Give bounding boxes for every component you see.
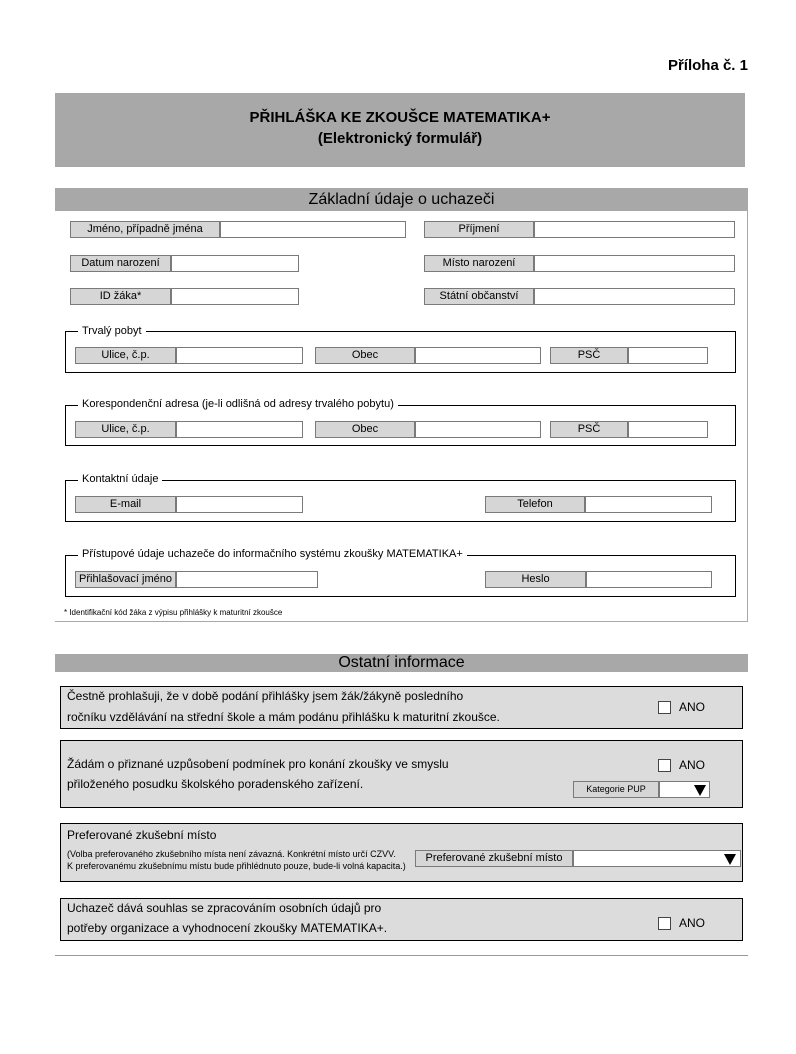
login-label: Přihlašovací jméno — [75, 571, 176, 588]
phone-input[interactable] — [585, 496, 712, 513]
footnote: * Identifikační kód žáka z výpisu přihlášky k maturitní zkoušce — [64, 608, 283, 617]
citizenship-input[interactable] — [534, 288, 735, 305]
password-input[interactable] — [586, 571, 712, 588]
pup-dropdown-arrow-icon[interactable] — [694, 785, 706, 796]
birth-place-input[interactable] — [534, 255, 735, 272]
consent-line2: potřeby organizace a vyhodnocení zkoušky MATEMATIKA+. — [67, 921, 388, 935]
correspondence-address-title: Korespondenční adresa (je-li odlišná od adresy trvalého pobytu) — [78, 397, 398, 411]
form-title-box — [55, 93, 745, 167]
section-heading-basic: Základní údaje o uchazeči — [55, 188, 748, 211]
email-label: E-mail — [75, 496, 176, 513]
student-id-input[interactable] — [171, 288, 299, 305]
phone-label: Telefon — [485, 496, 585, 513]
corr-zip-input[interactable] — [628, 421, 708, 438]
declaration-yes-label: ANO — [679, 700, 706, 714]
declaration-line2: ročníku vzdělávání na střední škole a mám podánu přihlášku k maturitní zkoušce. — [67, 710, 500, 724]
perm-zip-input[interactable] — [628, 347, 708, 364]
form-title: PŘIHLÁŠKA KE ZKOUŠCE MATEMATIKA+ — [249, 109, 551, 126]
first-name-input[interactable] — [220, 221, 406, 238]
password-label: Heslo — [485, 571, 586, 588]
bottom-divider — [55, 955, 748, 956]
birth-date-label: Datum narození — [70, 255, 171, 272]
consent-line1: Uchazeč dává souhlas se zpracováním osobních údajů pro — [67, 901, 382, 915]
adjustment-yes-label: ANO — [679, 758, 706, 772]
corr-zip-label: PSČ — [550, 421, 628, 438]
email-input[interactable] — [176, 496, 303, 513]
adjustment-checkbox[interactable] — [658, 759, 671, 772]
venue-note-line2: K preferovanému zkušebnímu místu bude přihlédnuto pouze, bude-li volná kapacita.) — [67, 861, 406, 871]
perm-street-input[interactable] — [176, 347, 303, 364]
venue-note-line1: (Volba preferovaného zkušebního místa není závazná. Konkrétní místo určí CZVV. — [67, 849, 396, 859]
adjustment-line1: Žádám o přiznané uzpůsobení podmínek pro konání zkoušky ve smyslu — [67, 757, 449, 771]
surname-label: Příjmení — [424, 221, 534, 238]
corr-street-label: Ulice, č.p. — [75, 421, 176, 438]
form-subtitle: (Elektronický formulář) — [317, 130, 483, 147]
perm-zip-label: PSČ — [550, 347, 628, 364]
citizenship-label: Státní občanství — [424, 288, 534, 305]
consent-yes-label: ANO — [679, 916, 706, 930]
perm-town-input[interactable] — [415, 347, 541, 364]
corr-street-input[interactable] — [176, 421, 303, 438]
venue-select-label: Preferované zkušební místo — [415, 850, 573, 867]
perm-town-label: Obec — [315, 347, 415, 364]
consent-checkbox[interactable] — [658, 917, 671, 930]
section-heading-other: Ostatní informace — [55, 654, 748, 672]
contact-title: Kontaktní údaje — [78, 472, 162, 486]
declaration-line1: Čestně prohlašuji, že v době podání přihlášky jsem žák/žákyně posledního — [67, 689, 464, 703]
adjustment-line2: přiloženého posudku školského poradenského zařízení. — [67, 777, 364, 791]
venue-title: Preferované zkušební místo — [67, 828, 217, 842]
venue-dropdown-arrow-icon[interactable] — [724, 854, 736, 865]
corr-town-input[interactable] — [415, 421, 541, 438]
contact-topline — [65, 480, 736, 481]
login-input[interactable] — [176, 571, 318, 588]
corr-town-label: Obec — [315, 421, 415, 438]
surname-input[interactable] — [534, 221, 735, 238]
permanent-address-title: Trvalý pobyt — [78, 324, 146, 338]
first-name-label: Jméno, případně jména — [70, 221, 220, 238]
perm-street-label: Ulice, č.p. — [75, 347, 176, 364]
access-title: Přístupové údaje uchazeče do informačního systému zkoušky MATEMATIKA+ — [78, 547, 467, 561]
student-id-label: ID žáka* — [70, 288, 171, 305]
venue-select[interactable] — [573, 850, 741, 867]
birth-place-label: Místo narození — [424, 255, 534, 272]
annex-label: Příloha č. 1 — [667, 57, 748, 74]
declaration-checkbox[interactable] — [658, 701, 671, 714]
birth-date-input[interactable] — [171, 255, 299, 272]
permanent-address-topline — [65, 331, 736, 332]
pup-category-label: Kategorie PUP — [573, 781, 659, 798]
